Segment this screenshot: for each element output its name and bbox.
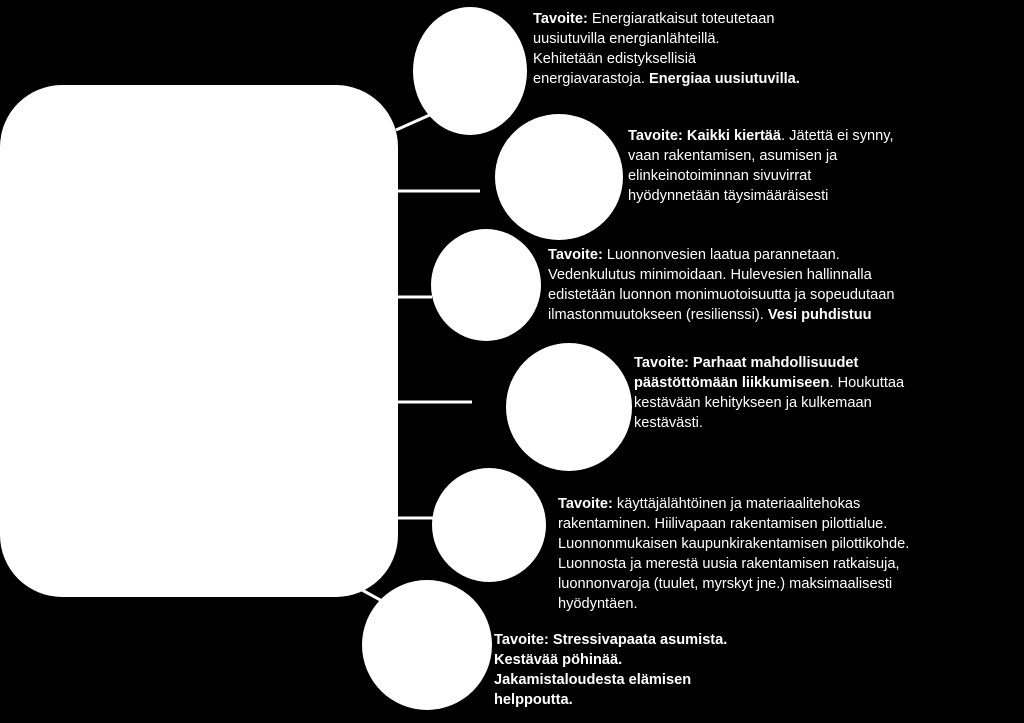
goal-text-line [533, 29, 800, 49]
goal-text-run: luonnonvaroja (tuulet, myrskyt jne.) maksimaalisesti [558, 576, 893, 592]
goal-text-run: rakentaminen. Hiilivapaan rakentamisen pilottialue. [558, 516, 888, 532]
goal-circle-2 [495, 114, 623, 240]
goal-text-run: Vedenkulutus minimoidaan. Hulevesien hallinnalla [548, 267, 872, 283]
goal-circle-4 [506, 343, 632, 471]
goal-text-line [548, 305, 894, 325]
central-box [0, 85, 398, 597]
goal-circle-1 [413, 7, 527, 135]
goal-text-line [558, 554, 909, 574]
goal-text-run: kestävästi. [634, 415, 703, 431]
goal-text-bold-run: Tavoite: [494, 632, 549, 648]
goal-text-line [494, 690, 727, 710]
goal-text-line [628, 146, 894, 166]
goal-text-bold-run: Jakamistaloudesta elämisen [494, 672, 692, 688]
goal-text-line [494, 650, 727, 670]
goal-text-run: Energiaratkaisut toteutetaan [587, 11, 775, 27]
goal-text-bold-run: Energiaa uusiutuvilla. [649, 71, 800, 87]
goal-text-line [634, 373, 904, 393]
goal-text-line [628, 166, 894, 186]
goal-text-bold-run: helppoutta. [494, 692, 573, 708]
goal-text-line [634, 393, 904, 413]
goal-text-bold-run: Tavoite: [548, 247, 603, 263]
goal-text-line [494, 670, 727, 690]
goal-text-line [634, 413, 904, 433]
goal-text-bold-run: Tavoite: [533, 11, 588, 27]
goal-circle-6 [362, 580, 492, 710]
goal-text-run: uusiutuvilla energianlähteillä. [533, 31, 720, 47]
goal-text-bold-run: Stressivapaata asumista. [548, 632, 728, 648]
goal-text-run: hyödyntäen. [558, 596, 638, 612]
goal-text-bold-run: Vesi puhdistuu [767, 307, 872, 323]
goal-text-line [533, 49, 800, 69]
goal-text-run: käyttäjälähtöinen ja materiaalitehokas [612, 496, 861, 512]
goal-text-bold-run: Tavoite: Parhaat mahdollisuudet [634, 355, 859, 371]
goal-text-bold-run: Tavoite: Kaikki kiertää [628, 128, 782, 144]
goal-text-line [558, 574, 909, 594]
goal-text-construction [558, 494, 909, 614]
goal-text-run: Luonnonvesien laatua parannetaan. [602, 247, 840, 263]
goal-text-bold-run: päästöttömään liikkumiseen [634, 375, 830, 391]
goal-text-line [634, 353, 904, 373]
goal-text-run: elinkeinotoiminnan sivuvirrat [628, 168, 812, 184]
goal-text-run: . Houkuttaa [829, 375, 905, 391]
goal-text-line [628, 186, 894, 206]
goal-text-line [628, 126, 894, 146]
goal-text-line [533, 9, 800, 29]
goal-text-run: energiavarastoja. [533, 71, 650, 87]
goal-text-line [558, 514, 909, 534]
goal-text-energy [533, 9, 800, 89]
goal-text-run: edistetään luonnon monimuotoisuutta ja sopeudutaan [548, 287, 895, 303]
goal-text-circularity [628, 126, 894, 206]
goal-text-line [548, 265, 894, 285]
goal-text-run: ilmastonmuutokseen (resilienssi). [548, 307, 768, 323]
goal-text-bold-run: Kestävää pöhinää. [494, 652, 623, 668]
goal-text-run: vaan rakentamisen, asumisen ja [628, 148, 838, 164]
goal-text-living [494, 630, 727, 710]
goal-circle-5 [432, 468, 546, 582]
goal-text-line [558, 534, 909, 554]
goal-text-bold-run: Tavoite: [558, 496, 613, 512]
connector-line-1 [396, 114, 432, 130]
goal-text-line [494, 630, 727, 650]
goal-text-line [533, 69, 800, 89]
goal-text-run: hyödynnetään täysimääräisesti [628, 188, 829, 204]
goal-text-line [558, 594, 909, 614]
goal-text-run: kestävään kehitykseen ja kulkemaan [634, 395, 872, 411]
goal-text-line [548, 245, 894, 265]
goal-text-mobility [634, 353, 904, 433]
goal-text-line [548, 285, 894, 305]
goal-circle-3 [431, 229, 541, 341]
goal-text-run: Luonnonmukaisen kaupunkirakentamisen pilottikohde. [558, 536, 910, 552]
goal-text-water [548, 245, 894, 325]
goal-text-run: Luonnosta ja merestä uusia rakentamisen ratkaisuja, [558, 556, 900, 572]
goal-text-run: . Jätettä ei synny, [781, 128, 894, 144]
goal-text-line [558, 494, 909, 514]
goal-text-run: Kehitetään edistyksellisiä [533, 51, 697, 67]
